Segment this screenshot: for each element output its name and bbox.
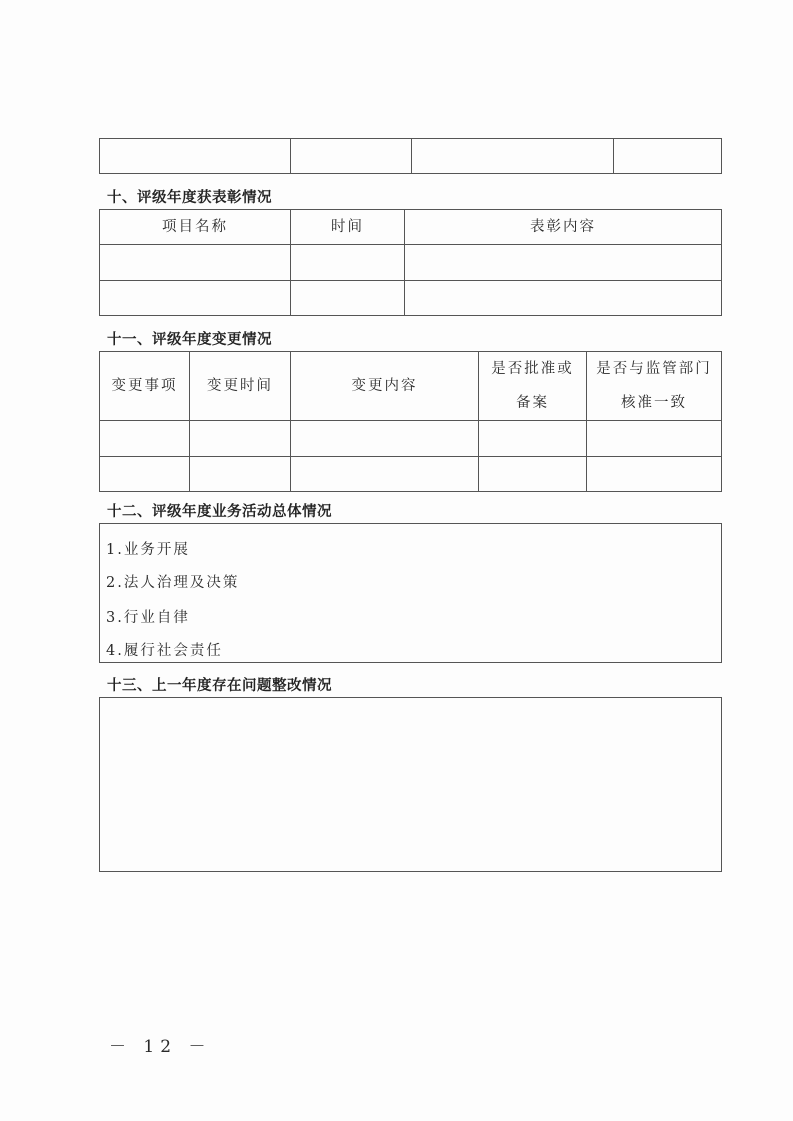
table-header-row bbox=[100, 210, 722, 245]
table-cell[interactable] bbox=[412, 139, 614, 174]
section-13-heading: 十三、上一年度存在问题整改情况 bbox=[107, 678, 332, 694]
table-cell[interactable] bbox=[100, 245, 291, 281]
table-row bbox=[100, 245, 722, 281]
table-cell[interactable] bbox=[405, 281, 722, 316]
table-cell[interactable] bbox=[291, 245, 405, 281]
continuation-table bbox=[99, 138, 722, 174]
list-item: 3.行业自律 bbox=[106, 610, 190, 626]
column-header-change-content: 变更内容 bbox=[291, 352, 479, 421]
business-activities-box[interactable] bbox=[99, 523, 722, 663]
rectification-box[interactable] bbox=[99, 697, 722, 872]
list-item: 1.业务开展 bbox=[106, 542, 190, 558]
changes-table bbox=[99, 351, 722, 492]
table-cell[interactable] bbox=[100, 139, 291, 174]
section-11-heading: 十一、评级年度变更情况 bbox=[107, 332, 272, 348]
column-header-change-item: 变更事项 bbox=[100, 352, 190, 421]
page-number: － 12 － bbox=[109, 1037, 212, 1057]
header-line: 是否与监管部门 bbox=[596, 361, 712, 377]
column-header-change-time: 变更时间 bbox=[190, 352, 291, 421]
column-header-project-name: 项目名称 bbox=[100, 210, 291, 245]
table-row bbox=[100, 421, 722, 457]
table-row bbox=[100, 281, 722, 316]
section-10-heading: 十、评级年度获表彰情况 bbox=[107, 190, 272, 206]
table-cell[interactable] bbox=[291, 281, 405, 316]
column-header-consistent bbox=[587, 352, 722, 421]
table-cell[interactable] bbox=[479, 421, 587, 457]
table-cell[interactable] bbox=[190, 421, 291, 457]
list-item: 2.法人治理及决策 bbox=[106, 575, 240, 591]
table-cell[interactable] bbox=[291, 139, 412, 174]
column-header-time: 时间 bbox=[291, 210, 405, 245]
header-line: 备案 bbox=[516, 395, 549, 411]
table-cell[interactable] bbox=[587, 457, 722, 492]
list-item: 4.履行社会责任 bbox=[106, 643, 223, 659]
awards-table bbox=[99, 209, 722, 316]
table-row bbox=[100, 139, 722, 174]
table-cell[interactable] bbox=[100, 281, 291, 316]
table-cell[interactable] bbox=[614, 139, 722, 174]
table-row bbox=[100, 457, 722, 492]
table-cell[interactable] bbox=[291, 457, 479, 492]
table-header-row bbox=[100, 352, 722, 421]
table-cell[interactable] bbox=[100, 457, 190, 492]
table-cell[interactable] bbox=[190, 457, 291, 492]
table-cell[interactable] bbox=[100, 421, 190, 457]
section-12-heading: 十二、评级年度业务活动总体情况 bbox=[107, 504, 332, 520]
table-cell[interactable] bbox=[479, 457, 587, 492]
table-cell[interactable] bbox=[587, 421, 722, 457]
table-cell[interactable] bbox=[291, 421, 479, 457]
header-line: 是否批准或 bbox=[491, 361, 574, 377]
header-line: 核准一致 bbox=[621, 395, 687, 411]
column-header-award-content: 表彰内容 bbox=[405, 210, 722, 245]
table-cell[interactable] bbox=[405, 245, 722, 281]
column-header-approved bbox=[479, 352, 587, 421]
